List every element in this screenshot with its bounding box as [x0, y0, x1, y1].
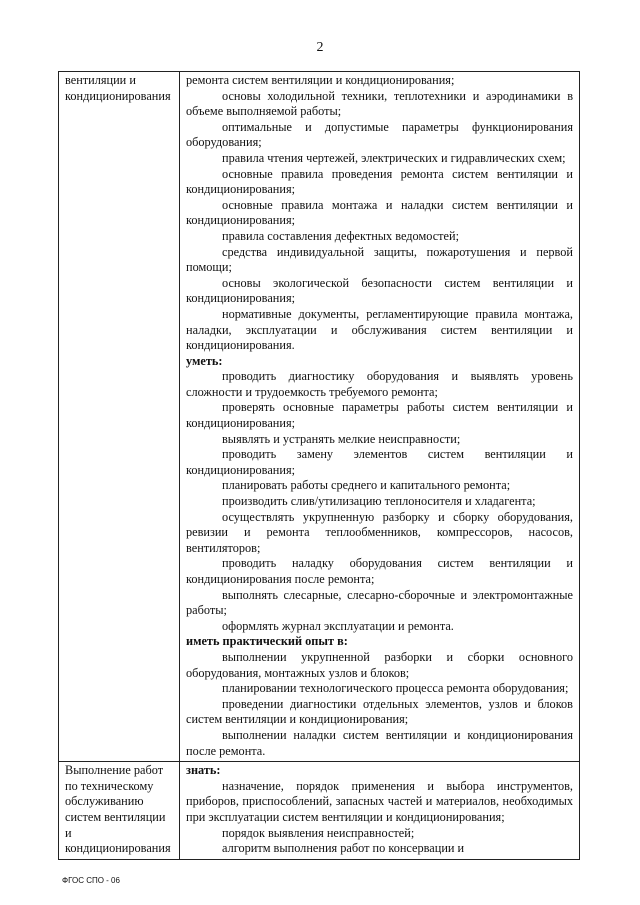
requirement-item: выявлять и устранять мелкие неисправности; [222, 431, 461, 446]
section-heading: уметь: [186, 353, 223, 368]
requirement-item: проверять основные параметры работы систем вентиляции и кондиционирования; [186, 400, 573, 431]
requirement-item: производить слив/утилизацию теплоносителя и хладагента; [222, 494, 536, 509]
requirement-item: основы экологической безопасности систем вентиляции и кондиционирования; [186, 275, 573, 306]
table-row [59, 762, 580, 860]
requirement-item: оформлять журнал эксплуатации и ремонта. [222, 618, 454, 633]
footer-label: ФГОС СПО - 06 [62, 876, 120, 885]
requirement-item: алгоритм выполнения работ по консервации и [222, 841, 465, 856]
requirement-item: оптимальные и допустимые параметры функционирования оборудования; [186, 119, 573, 150]
requirement-item: правила чтения чертежей, электрических и гидравлических схем; [222, 150, 566, 165]
requirement-item: нормативные документы, регламентирующие правила монтажа, наладки, эксплуатации и обслуживания систем вентиляции и кондиционирования. [186, 306, 573, 353]
requirement-item: ремонта систем вентиляции и кондиционирования; [186, 73, 455, 87]
section-heading: знать: [186, 763, 221, 778]
requirement-item: проводить наладку оборудования систем вентиляции и кондиционирования после ремонта; [186, 556, 573, 586]
section-heading: иметь практический опыт в: [186, 634, 348, 649]
activity-cell: вентиляции и кондиционирования [59, 72, 180, 762]
requirement-item: средства индивидуальной защиты, пожаротушения и первой помощи; [186, 244, 573, 275]
requirement-item: планировать работы среднего и капитального ремонта; [222, 478, 511, 493]
requirement-item: основные правила монтажа и наладки систем вентиляции и кондиционирования; [186, 197, 573, 228]
requirement-item: основные правила проведения ремонта систем вентиляции и кондиционирования; [186, 166, 573, 197]
requirement-item: выполнении укрупненной разборки и сборки основного оборудования, монтажных узлов и блоков; [186, 649, 573, 680]
requirement-item: осуществлять укрупненную разборку и сборку оборудования, ревизии и ремонта теплообменников, компрессоров, насосов, вентиляторов; [186, 509, 573, 555]
requirement-item: выполнении наладки систем вентиляции и кондиционирования после ремонта. [186, 727, 573, 758]
requirement-item: выполнять слесарные, слесарно-сборочные и электромонтажные работы; [186, 587, 573, 618]
requirement-item: порядок выявления неисправностей; [222, 825, 415, 840]
requirement-item: планировании технологического процесса ремонта оборудования; [222, 681, 569, 696]
requirements-cell [180, 762, 580, 860]
requirement-item: проведении диагностики отдельных элементов, узлов и блоков систем вентиляции и кондиционирования; [186, 696, 573, 727]
table-row [59, 72, 580, 762]
competency-table [58, 71, 580, 860]
page-number: 2 [316, 40, 324, 55]
requirement-item: проводить замену элементов систем вентиляции и кондиционирования; [186, 447, 573, 477]
requirement-item: назначение, порядок применения и выбора инструментов, приборов, приспособлений, запасных частей и материалов, необходимых при эксплуатации систем вентиляции и кондиционирования; [186, 778, 573, 824]
requirement-item: основы холодильной техники, теплотехники и аэродинамики в объеме выполняемой работы; [186, 88, 573, 119]
requirements-cell [180, 72, 580, 762]
activity-cell: Выполнение работ по техническому обслуживанию систем вентиляции и кондиционирования [59, 762, 180, 860]
requirement-item: правила составления дефектных ведомостей; [222, 228, 459, 243]
requirement-item: проводить диагностику оборудования и выявлять уровень сложности и трудоемкость требуемого ремонта; [186, 369, 573, 399]
